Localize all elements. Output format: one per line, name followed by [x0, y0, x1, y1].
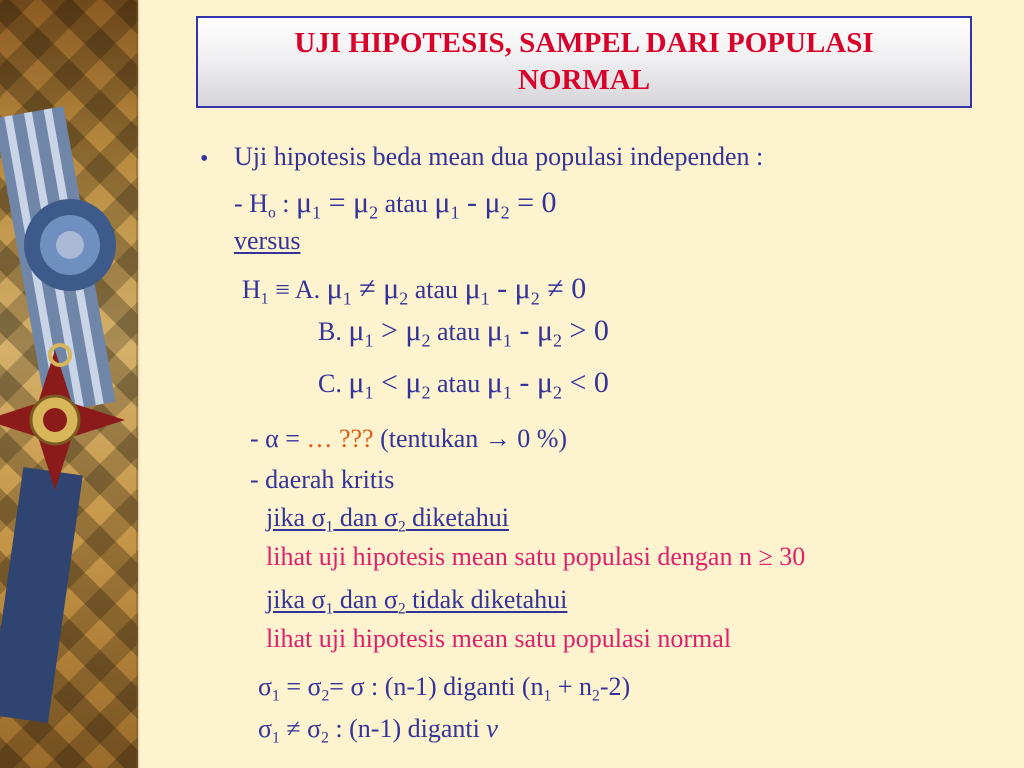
sigma-not-equal-rule: $\sigma_1 \ne \sigma_2$ : (n-1) diganti v	[258, 714, 498, 747]
strip-edge-shadow	[136, 0, 140, 768]
title-line-1: UJI HIPOTESIS, SAMPEL DARI POPULASI	[294, 27, 874, 59]
h1-option-b: B. $\mu_1 > \mu_2$ atau $\mu_1 - \mu_2 > 0$	[318, 314, 609, 351]
versus-label: versus	[234, 226, 301, 255]
bullet-icon: •	[200, 146, 209, 172]
medal-illustration	[0, 0, 138, 768]
case-sigma-unknown: jika $\sigma_1$ dan $\sigma_2$ tidak diketahui	[266, 585, 568, 618]
h0-line: - $H_o$ : $\mu_1 = \mu_2$ atau $\mu_1 - \mu_2 = 0$	[234, 186, 557, 223]
intro-text: Uji hipotesis beda mean dua populasi independen :	[234, 142, 764, 171]
critical-region-label: - daerah kritis	[250, 465, 395, 494]
decorative-medal-photo	[0, 0, 138, 768]
slide-title-box	[196, 16, 972, 108]
sigma-equal-rule: $\sigma_1 = \sigma_2= \sigma$ : (n-1) diganti $(n_1 + n_2-2)$	[258, 672, 631, 705]
case-sigma-known: jika $\sigma_1$ dan $\sigma_2$ diketahui	[266, 503, 509, 536]
h1-option-c: C. $\mu_1 < \mu_2$ atau $\mu_1 - \mu_2 < 0$	[318, 366, 609, 403]
alpha-line: - α = … ??? (tentukan → 0 %)	[250, 424, 568, 453]
slide-title	[294, 25, 873, 99]
h1-option-a: $H_1 \equiv A$. $\mu_1 \ne \mu_2$ atau $\mu_1 - \mu_2 \ne 0$	[242, 272, 587, 309]
title-line-2: NORMAL	[517, 64, 651, 96]
alpha-unknown: … ???	[306, 424, 374, 453]
case-sigma-unknown-note: lihat uji hipotesis mean satu populasi normal	[266, 624, 732, 653]
case-sigma-known-note: lihat uji hipotesis mean satu populasi dengan n ≥ 30	[266, 542, 806, 571]
